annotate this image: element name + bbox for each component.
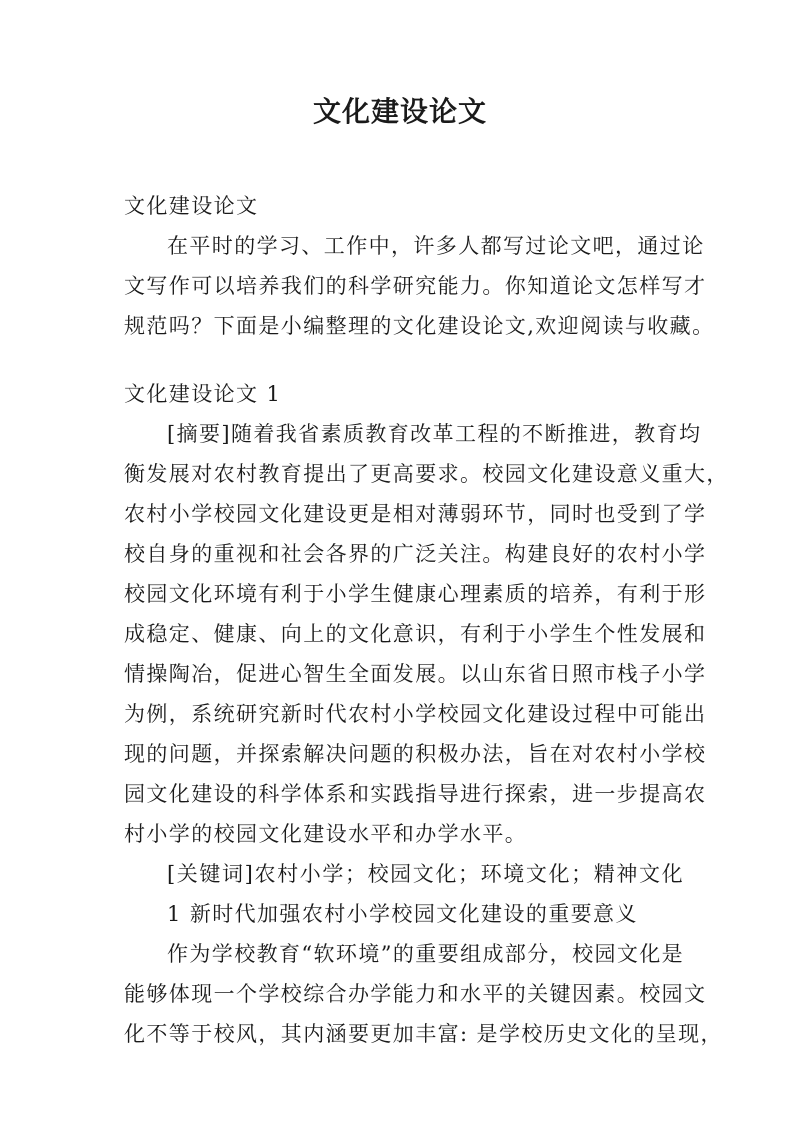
intro-line: 文写作可以培养我们的科学研究能力。你知道论文怎样写才 xyxy=(124,274,707,298)
abstract-line: 成稳定、健康、向上的文化意识，有利于小学生个性发展和 xyxy=(124,622,707,646)
abstract-line: 校园文化环境有利于小学生健康心理素质的培养，有利于形 xyxy=(124,582,707,606)
abstract-line: 为例，系统研究新时代农村小学校园文化建设过程中可能出 xyxy=(124,702,707,726)
section-heading: 1 新时代加强农村小学校园文化建设的重要意义 xyxy=(167,902,638,926)
article-heading: 文化建设论文 1 xyxy=(124,382,282,406)
intro-line: 规范吗？下面是小编整理的文化建设论文,欢迎阅读与收藏。 xyxy=(124,314,715,338)
abstract-line: 现的问题，并探索解决问题的积极办法，旨在对农村小学校 xyxy=(124,742,707,766)
abstract-line: 村小学的校园文化建设水平和办学水平。 xyxy=(124,822,528,846)
abstract-line: 校自身的重视和社会各界的广泛关注。构建良好的农村小学 xyxy=(124,542,707,566)
section-line: 作为学校教育“软环境”的重要组成部分，校园文化是 xyxy=(167,942,685,966)
abstract-line: 衡发展对农村教育提出了更高要求。校园文化建设意义重大， xyxy=(124,462,729,486)
intro-heading: 文化建设论文 xyxy=(124,194,259,218)
section-line: 能够体现一个学校综合办学能力和水平的关键因素。校园文 xyxy=(124,982,707,1006)
paragraph-gap xyxy=(124,346,684,374)
section-line: 化不等于校风，其内涵要更加丰富: 是学校历史文化的呈现， xyxy=(124,1022,723,1046)
intro-line: 在平时的学习、工作中，许多人都写过论文吧，通过论 xyxy=(167,234,705,258)
abstract-line: 农村小学校园文化建设更是相对薄弱环节，同时也受到了学 xyxy=(124,502,707,526)
document-body xyxy=(124,186,729,1054)
abstract-line: 园文化建设的科学体系和实践指导进行探索，进一步提高农 xyxy=(124,782,707,806)
keywords-line: [关键词]农村小学；校园文化；环境文化；精神文化 xyxy=(167,862,684,886)
document-title: 文化建设论文 xyxy=(312,95,487,128)
abstract-line: [摘要]随着我省素质教育改革工程的不断推进，教育均 xyxy=(167,422,702,446)
abstract-line: 情操陶冶，促进心智生全面发展。以山东省日照市栈子小学 xyxy=(124,662,707,686)
